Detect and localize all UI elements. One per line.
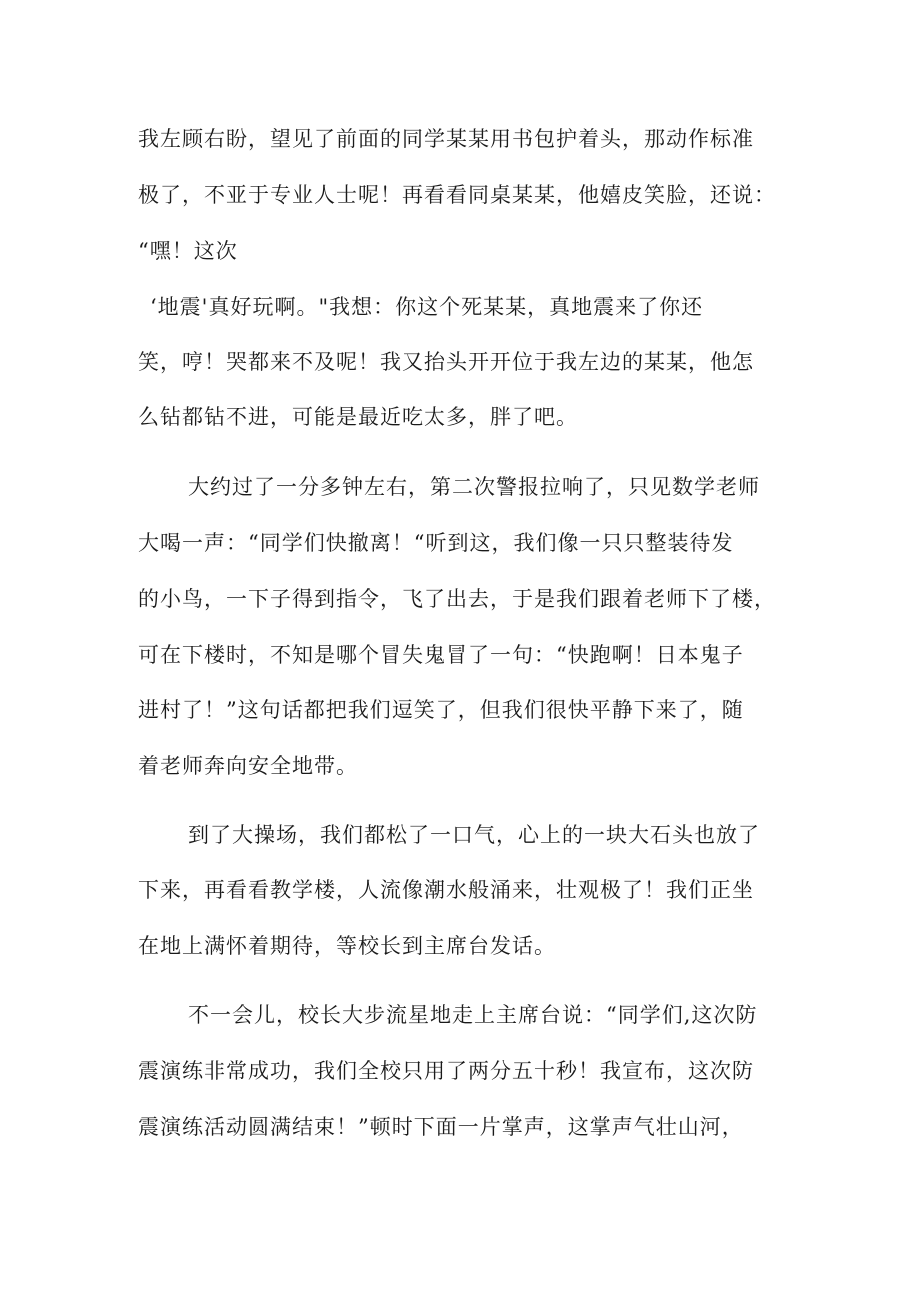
text-line: 进村了！”这句话都把我们逗笑了，但我们很快平静下来了，随 — [138, 698, 744, 722]
text-line: 的小鸟，一下子得到指令，飞了出去，于是我们跟着老师下了楼， — [138, 587, 776, 611]
text-line: 么钻都钻不进，可能是最近吃太多，胖了吧。 — [138, 405, 578, 429]
text-line: ‘地震'真好玩啊。"我想：你这个死某某，真地震来了你还 — [150, 295, 704, 319]
text-line: 大喝一声：“同学们快撤离！“听到这，我们像一只只整装待发 — [138, 531, 734, 555]
text-line: 在地上满怀着期待，等校长到主席台发话。 — [138, 934, 556, 958]
text-line: 震演练非常成功，我们全校只用了两分五十秒！我宣布，这次防 — [138, 1059, 754, 1083]
text-line: 震演练活动圆满结束！”顿时下面一片掌声，这掌声气壮山河， — [138, 1115, 744, 1139]
text-line: 着老师奔向安全地带。 — [138, 754, 358, 778]
text-line: 可在下楼时，不知是哪个冒失鬼冒了一句：“快跑啊！日本鬼子 — [138, 643, 744, 667]
text-line: “嘿！这次 — [138, 239, 238, 263]
text-line: 笑，哼！哭都来不及呢！我又抬头开开位于我左边的某某，他怎 — [138, 350, 754, 374]
text-line: 大约过了一分多钟左右，第二次警报拉响了，只见数学老师 — [188, 475, 760, 499]
text-line: 极了，不亚于专业人士呢！再看看同桌某某，他嬉皮笑脸，还说： — [138, 183, 776, 207]
text-line: 不一会儿，校长大步流星地走上主席台说：“同学们,这次防 — [188, 1003, 758, 1027]
text-line: 到了大操场，我们都松了一口气，心上的一块大石头也放了 — [188, 823, 760, 847]
text-line: 下来，再看看教学楼，人流像潮水般涌来，壮观极了！我们正坐 — [138, 878, 754, 902]
text-line: 我左顾右盼，望见了前面的同学某某用书包护着头，那动作标准 — [138, 127, 754, 151]
